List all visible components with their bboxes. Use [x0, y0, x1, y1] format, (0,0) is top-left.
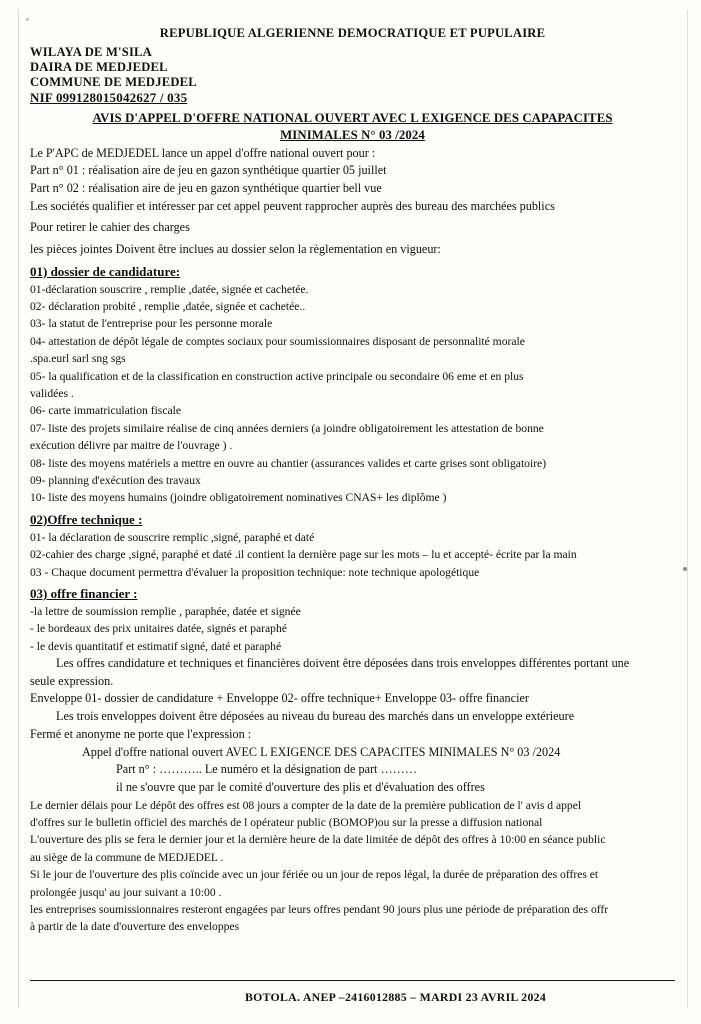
section-heading-technique: 02)Offre technique :: [30, 511, 143, 527]
candidature-item: exécution délivre par maitre de l'ouvrage ) .: [30, 439, 233, 453]
deadline-line: Si le jour de l'ouverture des plis coïncide avec un jour fériée ou un jour de repos légal, la durée de préparation des offres et: [30, 868, 599, 882]
section-heading-financier: 03) offre financier :: [30, 585, 138, 601]
envelope-line: Les offres candidature et techniques et financières doivent être déposées dans trois enveloppes différentes portant une: [56, 656, 630, 671]
candidature-item: 05- la qualification et de la classification en construction active principale ou secondaire 06 eme et en plus: [30, 369, 524, 383]
footer-reference: BOTOLA. ANEP –2416012885 – MARDI 23 AVRIL 2024: [244, 990, 547, 1004]
deadline-line: L'ouverture des plis se fera le dernier jour et la dernière heure de la date limitée de dépôt des offres à 10:00 en séance public: [30, 833, 606, 847]
deadline-line: Le dernier délais pour Le dépôt des offres est 08 jours a compter de la date de la première publication de l' avis d appel: [30, 798, 582, 812]
scan-speck: [26, 18, 29, 21]
financier-item: -la lettre de soumission remplie , paraphée, datée et signée: [30, 604, 301, 618]
notice-line-2: Pour retirer le cahier des charges: [30, 220, 190, 235]
notice-line-1: Les sociétés qualifier et intéresser par cet appel peuvent rapprocher auprès des bureau des marchées publics: [30, 198, 555, 213]
anonymous-title-line: Appel d'offre national ouvert AVEC L EXIGENCE DES CAPACITES MINIMALES N° 03 /2024: [82, 744, 561, 759]
envelope-line: seule expression.: [30, 673, 114, 688]
notice-line-3: les pièces jointes Doivent être inclues au dossier selon la règlementation en vigueur:: [30, 241, 441, 256]
intro-line: Le P'APC de MEDJEDEL lance un appel d'offre national ouvert pour :: [30, 145, 376, 160]
commission-line: il ne s'ouvre que par le comité d'ouverture des plis et d'évaluation des offres: [116, 779, 485, 794]
lot-line-1: Part n° 01 : réalisation aire de jeu en gazon synthétique quartier 05 juillet: [30, 163, 387, 178]
lot-line-2: Part n° 02 : réalisation aire de jeu en gazon synthétique quartier bell vue: [30, 180, 382, 195]
technique-item: 02-cahier des charge ,signé, paraphé et daté .il contient la dernière page sur les mots – lu et accepté- écrite par la main: [30, 548, 577, 562]
financier-item: - le bordeaux des prix unitaires datée, signés et paraphé: [30, 622, 287, 636]
notice-title: [30, 110, 675, 145]
candidature-item: 06- carte immatriculation fiscale: [30, 404, 181, 418]
deadline-line: d'offres sur le bulletin officiel des marchés de l opérateur public (BOMOP)ou sur la presse a diffusion national: [30, 815, 543, 829]
deadline-line: au siège de la commune de MEDJEDEL .: [30, 850, 224, 864]
nif-line: NIF 099128015042627 / 035: [30, 90, 188, 105]
envelope-line: Fermé et anonyme ne porte que l'expression :: [30, 726, 252, 741]
candidature-item: 07- liste des projets similaire réalise de cinq années derniers (a joindre obligatoirement les attestation de bonne: [30, 421, 544, 435]
notice-title-line2: MINIMALES N° 03 /2024: [280, 128, 425, 143]
scan-speck: [683, 567, 687, 571]
section-heading-candidature: 01) dossier de candidature:: [30, 263, 181, 279]
envelope-line: Les trois enveloppes doivent être déposées au niveau du bureau des marchés dans un enveloppe extérieure: [56, 709, 575, 724]
candidature-item: validées .: [30, 387, 74, 400]
document-body: [30, 26, 675, 936]
deadline-line: prolongée jusqu' au jour suivant a 10:00 .: [30, 885, 222, 899]
envelope-line: Enveloppe 01- dossier de candidature + Enveloppe 02- offre technique+ Enveloppe 03- offre financier: [30, 691, 529, 706]
commune-line: COMMUNE DE MEDJEDEL: [30, 75, 197, 89]
financier-item: - le devis quantitatif et estimatif signé, daté et paraphé: [30, 639, 282, 653]
daira-line: DAIRA DE MEDJEDEL: [30, 60, 168, 74]
candidature-item: 02- déclaration probité , remplie ,datée, signée et cachetée..: [30, 300, 306, 314]
candidature-item: 08- liste des moyens matériels a mettre en ouvre au chantier (assurances valides et carte grises sont obligatoire): [30, 456, 547, 470]
part-designation-line: Part n° : ……….. Le numéro et la désignation de part ………: [116, 762, 418, 777]
candidature-item: 04- attestation de dépôt légale de comptes sociaux pour soumissionnaires disposant de personnalité morale: [30, 334, 525, 348]
candidature-item: 03- la statut de l'entreprise pour les personne morale: [30, 317, 273, 331]
footer: [0, 988, 701, 1006]
candidature-item: 01-déclaration souscrire , remplie ,datée, signée et cachetée.: [30, 282, 309, 296]
technique-item: 01- la déclaration de souscrire remplic ,signé, paraphé et daté: [30, 530, 315, 544]
footer-divider: [30, 980, 675, 981]
candidature-item: 09- planning d'exécution des travaux: [30, 473, 201, 487]
notice-title-line1: AVIS D'APPEL D'OFFRE NATIONAL OUVERT AVEC L EXIGENCE DES CAPAPACITES: [92, 111, 613, 125]
wilaya-line: WILAYA DE M'SILA: [30, 45, 152, 59]
technique-item: 03 - Chaque document permettra d'évaluer la proposition technique: note technique apologétique: [30, 565, 480, 579]
deadline-line: à partir de la date d'ouverture des enveloppes: [30, 920, 240, 934]
candidature-item: 10- liste des moyens humains (joindre obligatoirement nominatives CNAS+ les diplôme ): [30, 491, 447, 505]
candidature-item: .spa.eurl sarl sng sgs: [30, 352, 126, 366]
deadline-line: les entreprises soumissionnaires resteront engagées par leurs offres pendant 90 jours plus une période de préparation des offr: [30, 902, 609, 916]
national-header: REPUBLIQUE ALGERIENNE DEMOCRATIQUE ET PUPULAIRE: [159, 26, 546, 40]
